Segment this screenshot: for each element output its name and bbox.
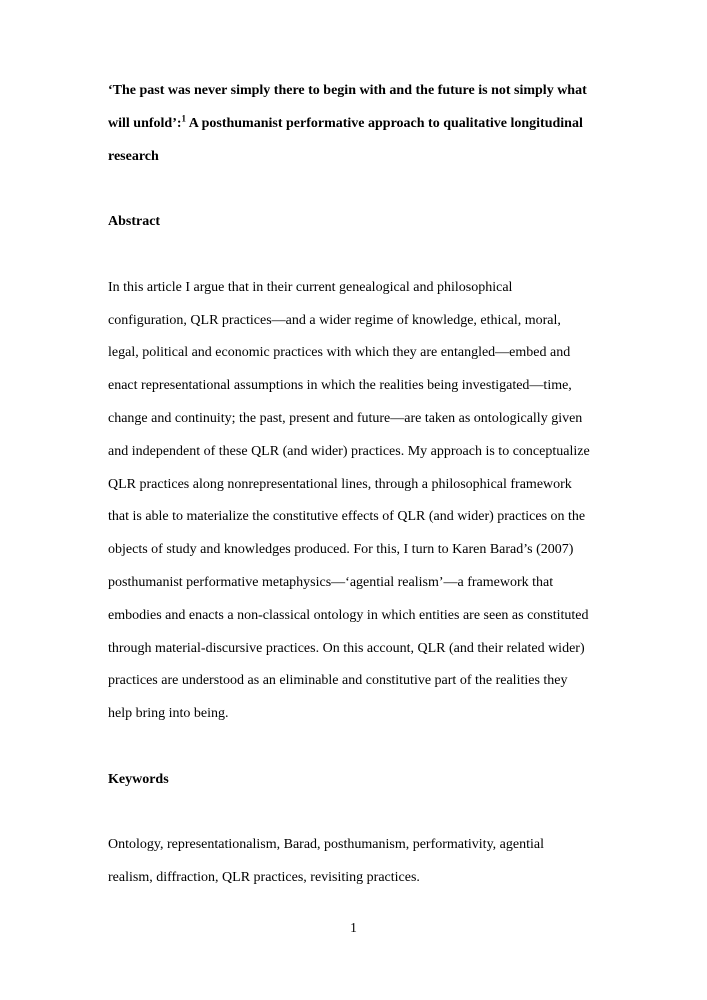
abstract-heading: Abstract bbox=[108, 214, 161, 230]
spacer bbox=[108, 731, 608, 764]
text-line: change and continuity; the past, present and future—are taken as ontologically given bbox=[108, 410, 583, 426]
text-line: legal, political and economic practices with which they are entangled—embed and bbox=[108, 345, 571, 361]
text-line: practices are understood as an eliminable and constitutive part of the realities they bbox=[108, 673, 568, 689]
text-line: enact representational assumptions in which the realities being investigated—time, bbox=[108, 378, 572, 394]
page-number: 1 bbox=[350, 920, 357, 935]
spacer bbox=[108, 797, 608, 830]
text-line: QLR practices along nonrepresentational lines, through a philosophical framework bbox=[108, 476, 572, 492]
text-line: through material-discursive practices. On this account, QLR (and their related wider) bbox=[108, 640, 585, 656]
text-line: In this article I argue that in their current genealogical and philosophical bbox=[108, 279, 513, 295]
text-line: embodies and enacts a non-classical ontology in which entities are seen as constituted bbox=[108, 607, 589, 623]
text-line: realism, diffraction, QLR practices, revisiting practices. bbox=[108, 870, 420, 886]
spacer bbox=[108, 173, 608, 206]
keywords-body bbox=[108, 829, 608, 895]
spacer bbox=[108, 239, 608, 272]
title-line-2-continued: A posthumanist performative approach to qualitative longitudinal bbox=[186, 115, 583, 131]
text-line: and independent of these QLR (and wider) practices. My approach is to conceptualize bbox=[108, 443, 590, 459]
page-content bbox=[108, 75, 608, 895]
text-line: configuration, QLR practices—and a wider regime of knowledge, ethical, moral, bbox=[108, 312, 561, 328]
text-line: that is able to materialize the constitutive effects of QLR (and wider) practices on the bbox=[108, 509, 586, 525]
paper-title bbox=[108, 75, 608, 173]
text-line: posthumanist performative metaphysics—‘agential realism’—a framework that bbox=[108, 574, 554, 590]
title-line-2 bbox=[108, 108, 608, 141]
text-line: Ontology, representationalism, Barad, posthumanism, performativity, agential bbox=[108, 837, 544, 853]
keywords-heading: Keywords bbox=[108, 771, 169, 787]
footnote-marker: 1 bbox=[181, 113, 187, 124]
abstract-body bbox=[108, 272, 608, 731]
text-line: help bring into being. bbox=[108, 706, 229, 722]
title-line-2-text: will unfold’: bbox=[108, 115, 182, 131]
title-line-3: research bbox=[108, 148, 159, 164]
title-line-1: ‘The past was never simply there to begin with and the future is not simply what bbox=[108, 83, 587, 98]
text-line: objects of study and knowledges produced. For this, I turn to Karen Barad’s (2007) bbox=[108, 542, 574, 558]
